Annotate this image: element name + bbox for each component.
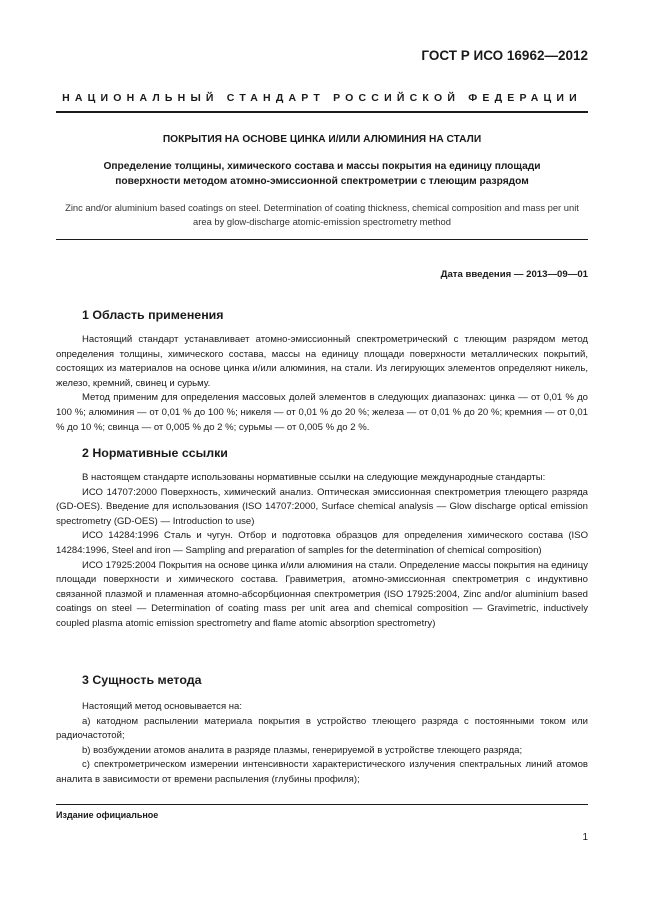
section-3-item-c: с) спектрометрическом измерении интенсивности характеристического излучения спектральных линий атомов аналита в зависимости от времени распыления (глубины профиля); bbox=[56, 759, 588, 785]
federation-title: НАЦИОНАЛЬНЫЙ СТАНДАРТ РОССИЙСКОЙ ФЕДЕРАЦИИ bbox=[62, 92, 582, 104]
section-2-reference-iso14707: ИСО 14707:2000 Поверхность, химический анализ. Оптическая эмиссионная спектрометрия тлеющего разряда (GD-OES). Введение для использования (ISO 14707:2000, Surface chemical analysis — Glow discharge optical emission spectrometry (GD-OES) — Introduction to use) bbox=[56, 486, 588, 527]
title-rule bbox=[56, 239, 588, 240]
section-1-paragraph-1: Настоящий стандарт устанавливает атомно-эмиссионный спектрометрический с тлеющим разрядом метод определения толщины, химического состава, массы на единицу площади поверхности металлических покрытий, состоящих из материалов на основе цинка и/или алюминия, на стали. Из легирующих элементов определяют никель, железо, кремний, свинец и сурьму. bbox=[56, 334, 588, 389]
standard-title: ПОКРЫТИЯ НА ОСНОВЕ ЦИНКА И/ИЛИ АЛЮМИНИЯ НА СТАЛИ bbox=[162, 134, 482, 145]
section-3-heading: 3 Сущность метода bbox=[82, 673, 202, 687]
section-1-body bbox=[56, 333, 588, 435]
subtitle-line-1: Определение толщины, химического состава и массы покрытия на единицу площади bbox=[103, 161, 541, 172]
official-edition-label: Издание официальное bbox=[56, 810, 159, 820]
document-number: ГОСТ Р ИСО 16962—2012 bbox=[421, 48, 588, 63]
section-2-reference-iso17925: ИСО 17925:2004 Покрытия на основе цинка и/или алюминия на стали. Определение массы покрытия на единицу площади поверхности и химического состава. Гравиметрия, атомно-эмиссионная спектрометрия с индуктивно связанной плазмой и пламенная атомно-абсорбционная спектрометрия (ISO 17925:2004, Zinc and/or aluminium based coatings on steel — Determination of coating mass per unit area and chemical composition — Gravimetric, inductively coupled plasma atomic emission spectrometry and flame atomic absorption spectrometry) bbox=[56, 559, 588, 629]
english-title: Zinc and/or aluminium based coatings on steel. Determination of coating thickness, chemical composition and mass per unit area by glow-discharge atomic-emission spectrometry method bbox=[65, 202, 579, 227]
footer-rule bbox=[56, 804, 588, 805]
section-3-paragraph-1: Настоящий метод основывается на: bbox=[82, 701, 242, 712]
section-2-paragraph-1: В настоящем стандарте использованы нормативные ссылки на следующие международные стандарты: bbox=[82, 472, 546, 483]
header-rule bbox=[56, 111, 588, 113]
page-number: 1 bbox=[582, 832, 588, 843]
subtitle-line-2: поверхности методом атомно-эмиссионной спектрометрии с тлеющим разрядом bbox=[115, 176, 529, 187]
section-2-reference-iso14284: ИСО 14284:1996 Сталь и чугун. Отбор и подготовка образцов для определения химического состава (ISO 14284:1996, Steel and iron — Sampling and preparation of samples for the determination of chemical composition) bbox=[56, 530, 588, 556]
section-3-item-b: b) возбуждении атомов аналита в разряде плазмы, генерируемой в устройстве тлеющего разряда; bbox=[82, 744, 523, 756]
introduction-date: Дата введения — 2013—09—01 bbox=[440, 269, 588, 280]
section-3-body bbox=[56, 700, 588, 788]
section-1-paragraph-2: Метод применим для определения массовых долей элементов в следующих диапазонах: цинка — от 0,01 % до 100 %; алюминия — от 0,01 % до 100 %; никеля — от 0,01 % до 20 %; железа — от 0,01 % до 20 %; кремния — от 0,01 % до 10 %; свинца — от 0,005 % до 2 %; сурьмы — от 0,005 % до 2 %. bbox=[56, 392, 588, 433]
section-1-heading: 1 Область применения bbox=[82, 308, 224, 322]
section-2-body bbox=[56, 471, 588, 632]
standard-subtitle bbox=[56, 159, 588, 189]
section-3-item-a: а) катодном распылении материала покрытия в устройство тлеющего разряда с постоянными током или радиочастотой; bbox=[56, 715, 588, 742]
section-2-heading: 2 Нормативные ссылки bbox=[82, 446, 228, 460]
